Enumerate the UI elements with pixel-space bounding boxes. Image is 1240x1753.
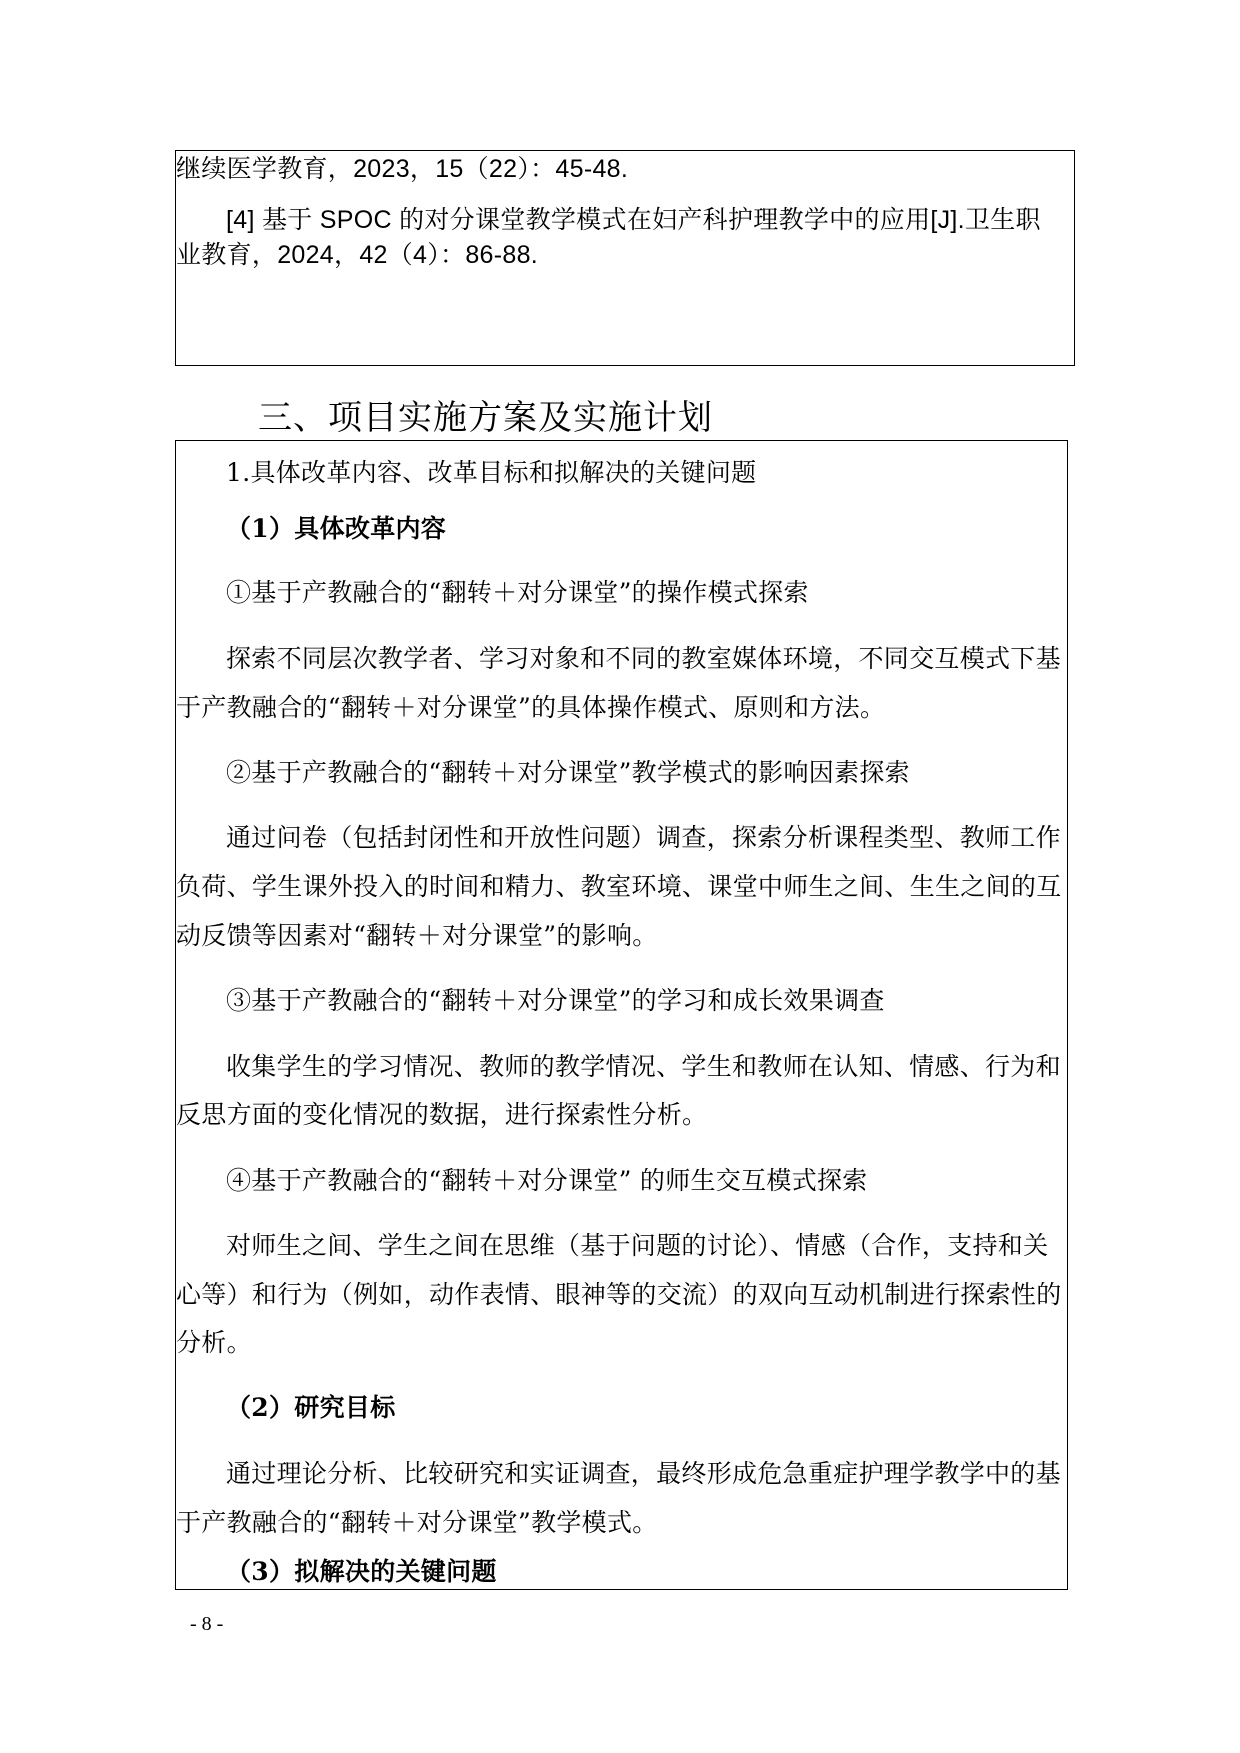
point-2-body-line: 动反馈等因素对“翻转＋对分课堂”的影响。 xyxy=(176,921,658,950)
subsection-3-title: （3）拟解决的关键问题 xyxy=(226,1557,497,1586)
point-2-body-line: 通过问卷（包括封闭性和开放性问题）调查，探索分析课程类型、教师工作 xyxy=(226,823,1061,852)
reference-4-line-1: [4] 基于 SPOC 的对分课堂教学模式在妇产科护理教学中的应用[J].卫生职 xyxy=(226,206,1041,234)
subsection-1-title: （1）具体改革内容 xyxy=(226,514,447,543)
subsection-2-title: （2）研究目标 xyxy=(226,1393,396,1422)
reference-4-line-2: 业教育，2024，42（4）：86-88. xyxy=(176,241,539,269)
page-number: - 8 - xyxy=(190,1613,224,1635)
point-4-body-line: 对师生之间、学生之间在思维（基于问题的讨论）、情感（合作，支持和关 xyxy=(226,1231,1049,1260)
point-2-title: ②基于产教融合的“翻转＋对分课堂”教学模式的影响因素探索 xyxy=(226,758,910,787)
item-1-title: 1.具体改革内容、改革目标和拟解决的关键问题 xyxy=(226,458,757,487)
point-2-body-line: 负荷、学生课外投入的时间和精力、教室环境、课堂中师生之间、生生之间的互 xyxy=(176,872,1062,901)
point-4-body-line: 分析。 xyxy=(176,1328,252,1357)
point-3-title: ③基于产教融合的“翻转＋对分课堂”的学习和成长效果调查 xyxy=(226,986,885,1015)
point-4-body-line: 心等）和行为（例如，动作表情、眼神等的交流）的双向互动机制进行探索性的 xyxy=(176,1280,1062,1309)
point-1-body-line: 探索不同层次教学者、学习对象和不同的教室媒体环境，不同交互模式下基 xyxy=(226,644,1061,673)
subsection-2-body-line: 于产教融合的“翻转＋对分课堂”教学模式。 xyxy=(176,1508,658,1537)
section-heading: 三、项目实施方案及实施计划 xyxy=(258,398,713,438)
point-3-body-line: 反思方面的变化情况的数据，进行探索性分析。 xyxy=(176,1100,708,1129)
point-1-title: ①基于产教融合的“翻转＋对分课堂”的操作模式探索 xyxy=(226,578,809,607)
point-4-title: ④基于产教融合的“翻转＋对分课堂” 的师生交互模式探索 xyxy=(226,1166,868,1195)
point-3-body-line: 收集学生的学习情况、教师的教学情况、学生和教师在认知、情感、行为和 xyxy=(226,1052,1061,1081)
point-1-body-line: 于产教融合的“翻转＋对分课堂”的具体操作模式、原则和方法。 xyxy=(176,693,886,722)
reference-3-continuation: 继续医学教育，2023，15（22）：45-48. xyxy=(176,155,629,183)
subsection-2-body-line: 通过理论分析、比较研究和实证调查，最终形成危急重症护理学教学中的基 xyxy=(226,1459,1061,1488)
